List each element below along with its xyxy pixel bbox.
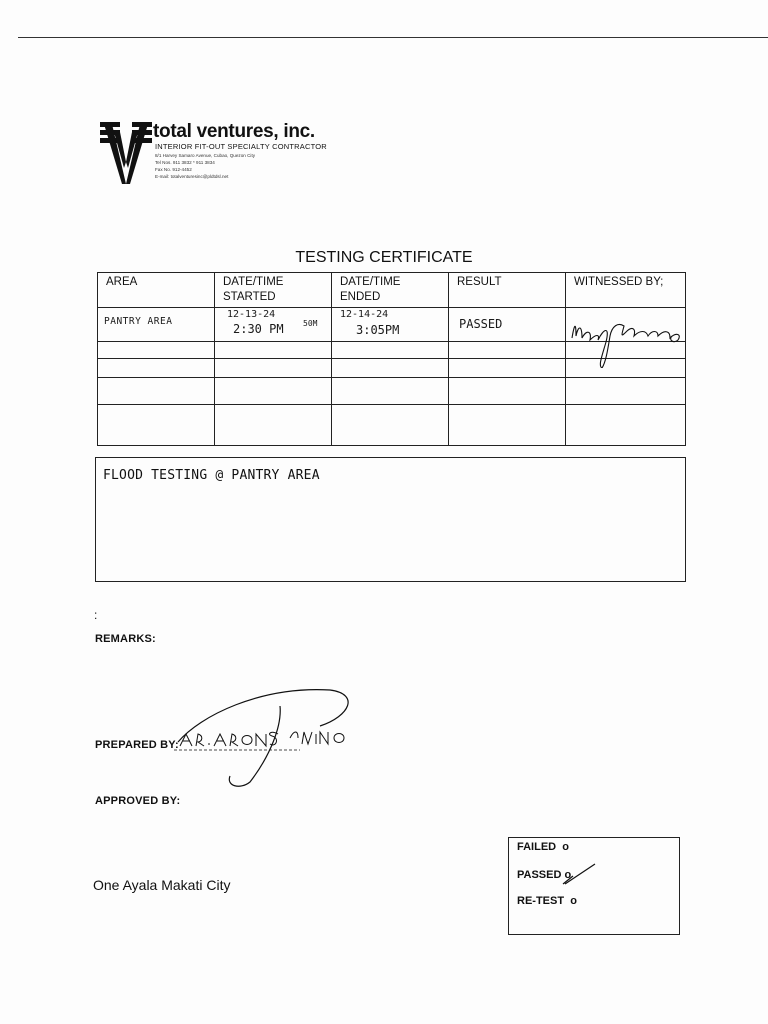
cell-area [98, 308, 215, 342]
prepared-label: PREPARED BY: [95, 739, 179, 751]
header-started: DATE/TIME STARTED [215, 273, 332, 308]
status-retest: RE-TEST o [517, 895, 577, 907]
check-mark-icon [559, 862, 599, 888]
header-witnessed: WITNESSED BY; [566, 273, 686, 308]
company-logo-icon [100, 122, 152, 184]
notes-text: FLOOD TESTING @ PANTRY AREA [103, 468, 320, 483]
start-note: 50M [303, 319, 318, 328]
certificate-title: TESTING CERTIFICATE [295, 249, 473, 266]
cell-witnessed [566, 308, 686, 342]
result-value: PASSED [459, 317, 503, 331]
location-text: One Ayala Makati City [93, 877, 231, 893]
company-email: E-mail: totalventuresinc@pldtdsl.net [155, 174, 229, 179]
cell-result [449, 308, 566, 342]
table-row [98, 359, 686, 378]
company-fax: Fax No. 912-4452 [155, 167, 192, 172]
end-time: 3:05PM [356, 323, 400, 337]
start-time: 2:30 PM [233, 322, 284, 336]
company-tagline: INTERIOR FIT-OUT SPECIALTY CONTRACTOR [155, 142, 327, 151]
colon-mark: : [94, 608, 98, 622]
table-row [98, 405, 686, 446]
testing-table [97, 272, 686, 446]
area-value: PANTRY AREA [104, 316, 173, 327]
cell-started [215, 308, 332, 342]
header-area: AREA [98, 273, 215, 308]
table-row [98, 378, 686, 405]
company-name: total ventures, inc. [153, 121, 315, 142]
cell-ended [332, 308, 449, 342]
status-failed: FAILED o [517, 841, 569, 853]
company-tel: Tel Nos. 911 3832 * 911 3834 [155, 160, 215, 165]
company-address: 8/1 Harvey Samaro Avenue, Cubao, Quezon City [155, 153, 256, 158]
end-date: 12-14-24 [340, 309, 389, 320]
header-result: RESULT [449, 273, 566, 308]
prepared-signature-icon [170, 686, 360, 790]
remarks-label: REMARKS: [95, 633, 156, 645]
table-row [98, 308, 686, 342]
table-row [98, 342, 686, 359]
approved-label: APPROVED BY: [95, 795, 181, 807]
table-header-row [98, 273, 686, 308]
header-ended: DATE/TIME ENDED [332, 273, 449, 308]
status-passed: PASSED o [517, 869, 572, 881]
status-box [508, 837, 680, 935]
start-date: 12-13-24 [227, 309, 276, 320]
top-rule [18, 37, 768, 38]
notes-box [95, 457, 686, 582]
